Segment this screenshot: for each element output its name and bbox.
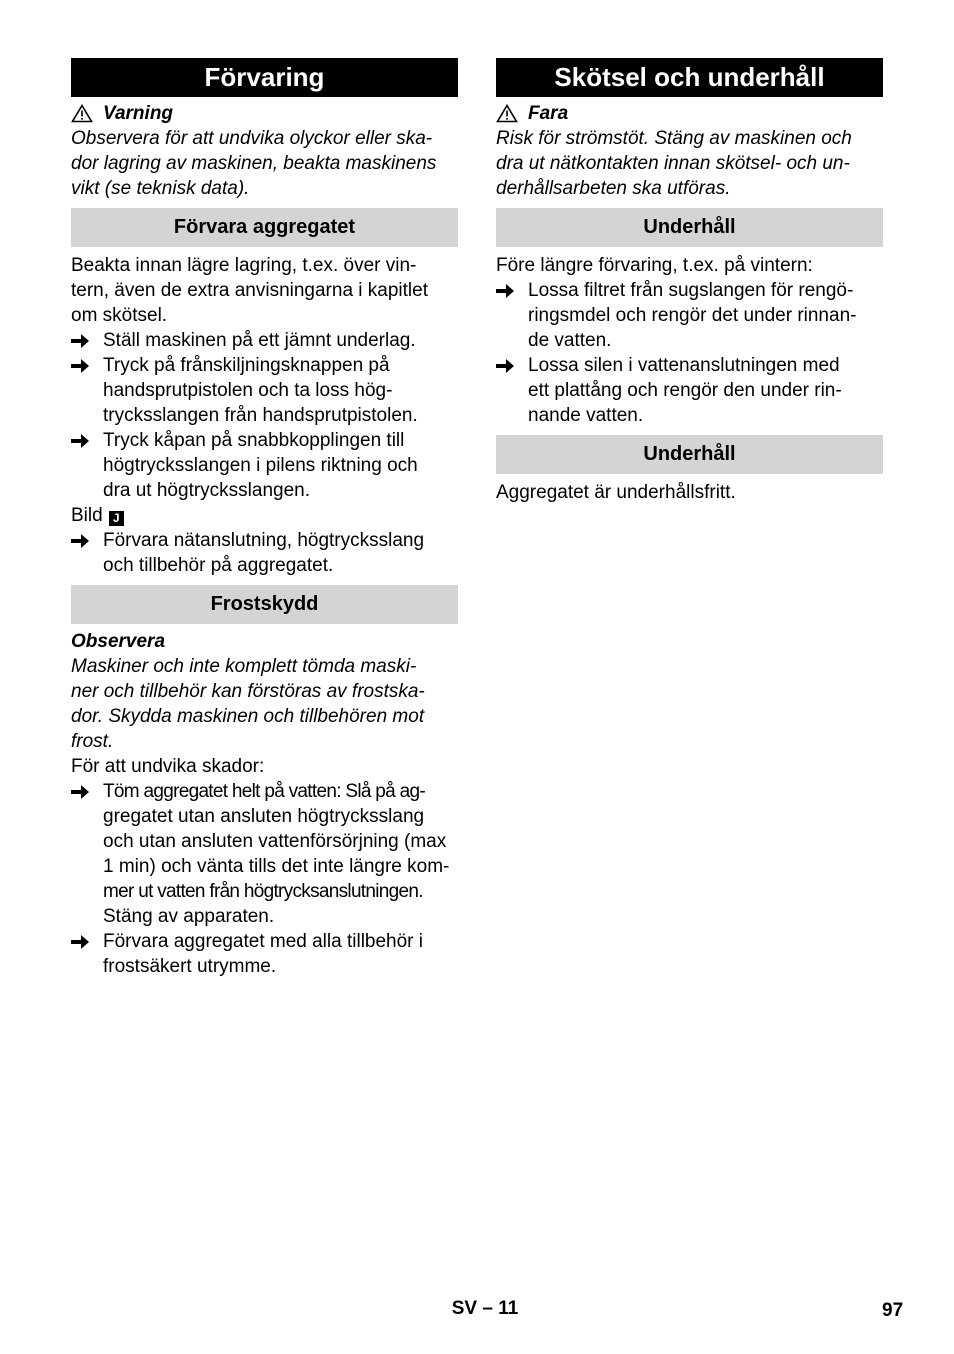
text-line: ner och tillbehör kan förstöras av frostska- — [71, 681, 425, 702]
text-line: Förvara aggregatet med alla tillbehör i — [103, 931, 424, 952]
text-line: Lossa silen i vattenanslutningen med — [528, 355, 840, 376]
list-item — [71, 353, 458, 428]
text-line: ringsmdel och rengör det under rinnan- — [528, 305, 857, 326]
text-line: och tillbehör på aggregatet. — [103, 555, 334, 576]
maintenance-free-text: Aggregatet är underhållsfritt. — [496, 482, 736, 503]
subsection-heading-maintenance: Underhåll — [496, 208, 883, 247]
text-line: och utan ansluten vattenförsörjning (max — [103, 831, 447, 852]
danger-header — [496, 101, 883, 126]
note-label: Observera — [71, 631, 166, 652]
text-line: handsprutpistolen och ta loss hög- — [103, 380, 393, 401]
arrow-right-icon — [71, 334, 89, 348]
danger-label: Fara — [528, 103, 569, 124]
text-line: Stäng av apparaten. — [103, 906, 275, 927]
figure-ref-badge: J — [109, 511, 124, 526]
text-line: Lossa filtret från sugslangen för rengö- — [528, 280, 854, 301]
subsection-heading-maintenance-2: Underhåll — [496, 435, 883, 474]
warning-triangle-icon — [496, 104, 518, 123]
text-line: mer ut vatten från högtrycksanslutningen. — [103, 881, 423, 902]
subsection-heading-frost-protection: Frostskydd — [71, 585, 458, 624]
text-line: ett plattång och rengör den under rin- — [528, 380, 842, 401]
footer-section-page: SV – 11 — [451, 1298, 519, 1319]
warning-header — [71, 101, 458, 126]
text-line: Förvara nätanslutning, högtrycksslang — [103, 530, 425, 551]
text-line: Maskiner och inte komplett tömda maski- — [71, 656, 417, 677]
subsection-heading-store-unit: Förvara aggregatet — [71, 208, 458, 247]
list-item — [496, 278, 883, 353]
note-text — [71, 654, 458, 754]
list-item — [496, 353, 883, 428]
list-item — [71, 929, 458, 979]
text-line: nande vatten. — [528, 405, 644, 426]
arrow-right-icon — [496, 284, 514, 298]
frost-intro: För att undvika skador: — [71, 756, 265, 777]
section-title-care-maintenance: Skötsel och underhåll — [496, 58, 883, 97]
arrow-right-icon — [71, 534, 89, 548]
warning-text — [71, 126, 458, 201]
page-number: 97 — [882, 1300, 904, 1321]
text-line: vikt (se teknisk data). — [71, 178, 250, 199]
text-line: de vatten. — [528, 330, 612, 351]
arrow-right-icon — [496, 359, 514, 373]
maintenance-intro: Före längre förvaring, t.ex. på vintern: — [496, 255, 813, 276]
text-line: dor lagring av maskinen, beakta maskinens — [71, 153, 437, 174]
text-line: högtrycksslangen i pilens riktning och — [103, 455, 418, 476]
figure-reference — [71, 503, 458, 528]
text-line: frost. — [71, 731, 114, 752]
list-item — [71, 428, 458, 503]
left-column — [71, 58, 458, 979]
text-line: frostsäkert utrymme. — [103, 956, 277, 977]
warning-triangle-icon — [71, 104, 93, 123]
arrow-right-icon — [71, 785, 89, 799]
right-column — [496, 58, 883, 505]
arrow-right-icon — [71, 935, 89, 949]
text-line: 1 min) och vänta tills det inte längre kom- — [103, 856, 450, 877]
text-line: dor. Skydda maskinen och tillbehören mot — [71, 706, 425, 727]
list-item — [71, 528, 458, 578]
list-item — [71, 328, 458, 353]
text-line: Tryck kåpan på snabbkopplingen till — [103, 430, 405, 451]
text-line: trycksslangen från handsprutpistolen. — [103, 405, 418, 426]
text-line: gregatet utan ansluten högtrycksslang — [103, 806, 425, 827]
text-line: tern, även de extra anvisningarna i kapitlet — [71, 280, 428, 301]
text-line: Risk för strömstöt. Stäng av maskinen och — [496, 128, 852, 149]
text-line: Ställ maskinen på ett jämnt underlag. — [103, 330, 416, 351]
arrow-right-icon — [71, 359, 89, 373]
store-intro — [71, 253, 458, 328]
list-item — [71, 779, 458, 929]
danger-text — [496, 126, 883, 201]
text-line: Beakta innan lägre lagring, t.ex. över vin- — [71, 255, 417, 276]
arrow-right-icon — [71, 434, 89, 448]
text-line: Observera för att undvika olyckor eller ska- — [71, 128, 433, 149]
text-line: derhållsarbeten ska utföras. — [496, 178, 731, 199]
figure-label: Bild — [71, 505, 103, 526]
text-line: dra ut högtrycksslangen. — [103, 480, 311, 501]
warning-label: Varning — [103, 103, 174, 124]
text-line: Tryck på frånskiljningsknappen på — [103, 355, 390, 376]
text-line: Töm aggregatet helt på vatten: Slå på ag- — [103, 781, 425, 802]
text-line: dra ut nätkontakten innan skötsel- och un- — [496, 153, 850, 174]
text-line: om skötsel. — [71, 305, 168, 326]
section-title-storage: Förvaring — [71, 58, 458, 97]
